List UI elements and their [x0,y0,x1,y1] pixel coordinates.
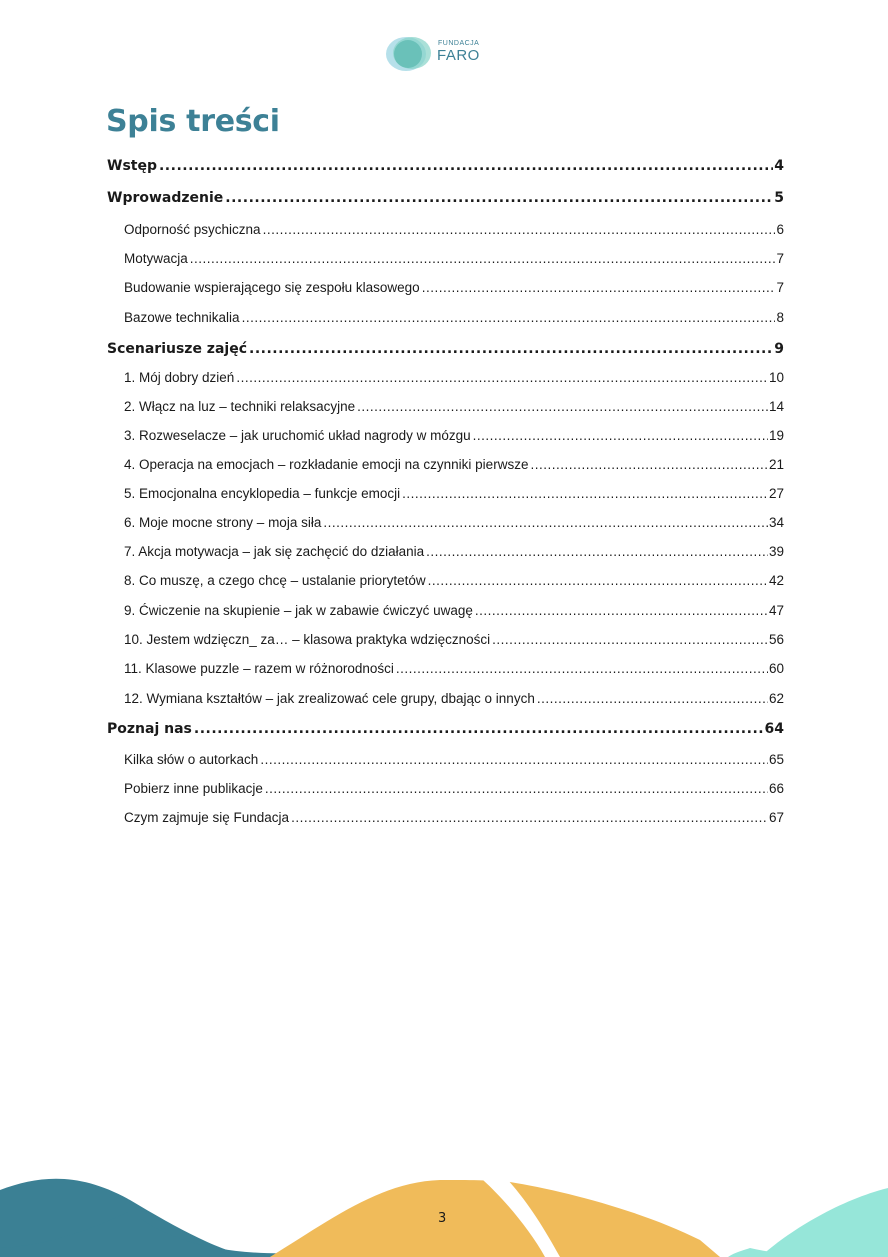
toc-entry[interactable] [107,280,784,295]
toc-entry-page-number: 5 [774,190,784,206]
toc-entry-page-number: 66 [768,781,784,796]
toc-entry-page-number: 7 [776,280,784,295]
toc-dot-leader [265,781,768,796]
toc-entry-label: 3. Rozweselacze – jak uruchomić układ nagrody w mózgu [124,428,471,443]
toc-entry[interactable] [107,632,784,647]
toc-entry-label: 9. Ćwiczenie na skupienie – jak w zabawie ćwiczyć uwagę [124,603,473,618]
toc-entry-page-number: 14 [768,399,784,414]
toc-entry-page-number: 21 [768,457,784,472]
toc-entry[interactable] [107,428,784,443]
toc-entry[interactable] [107,399,784,414]
toc-entry[interactable] [107,222,784,237]
toc-entry-page-number: 56 [768,632,784,647]
toc-dot-leader [475,603,768,618]
toc-entry-page-number: 60 [768,661,784,676]
toc-entry-label: Motywacja [124,251,188,266]
toc-entry-label: 10. Jestem wdzięczn_ za… – klasowa praktyka wdzięczności [124,632,491,647]
toc-dot-leader [357,399,768,414]
toc-entry-page-number: 62 [768,691,784,706]
toc-entry[interactable] [107,251,784,266]
mint-wave-shape [760,1188,888,1257]
toc-dot-leader [236,370,768,385]
toc-dot-leader [422,280,776,295]
toc-dot-leader [291,810,768,825]
toc-dot-leader [537,691,768,706]
toc-entry[interactable] [107,661,784,676]
toc-entry-page-number: 39 [768,544,784,559]
toc-entry-page-number: 7 [776,251,784,266]
toc-dot-leader [402,486,768,501]
toc-entry-label: Wprowadzenie [107,190,224,206]
toc-dot-leader [323,515,768,530]
toc-entry[interactable] [107,341,784,357]
toc-entry-label: Kilka słów o autorkach [124,752,259,767]
toc-entry[interactable] [107,781,784,796]
toc-entry[interactable] [107,310,784,325]
logo-big-text: FARO [437,47,480,64]
toc-entry-label: 2. Włącz na luz – techniki relaksacyjne [124,399,356,414]
toc-entry[interactable] [107,486,784,501]
toc-entry-label: Bazowe technikalia [124,310,240,325]
toc-entry[interactable] [107,457,784,472]
footer-waves-decoration [0,1160,888,1257]
toc-entry[interactable] [107,603,784,618]
toc-dot-leader [530,457,768,472]
logo-small-text: FUNDACJA [438,40,480,47]
toc-dot-leader [426,544,768,559]
toc-dot-leader [190,251,776,266]
toc-entry[interactable] [107,721,784,737]
toc-dot-leader [159,158,773,174]
toc-entry[interactable] [107,810,784,825]
toc-dot-leader [492,632,768,647]
page-number: 3 [438,1211,447,1226]
toc-entry-label: 7. Akcja motywacja – jak się zachęcić do działania [124,544,425,559]
toc-entry-label: Scenariusze zajęć [107,341,247,357]
toc-entry-page-number: 34 [768,515,784,530]
toc-entry-page-number: 65 [768,752,784,767]
toc-entry-page-number: 9 [774,341,784,357]
toc-entry-page-number: 19 [768,428,784,443]
toc-dot-leader [473,428,768,443]
toc-dot-leader [225,190,773,206]
toc-entry[interactable] [107,544,784,559]
toc-entry-label: Czym zajmuje się Fundacja [124,810,290,825]
toc-dot-leader [242,310,776,325]
toc-dot-leader [194,721,764,737]
toc-entry-label: Pobierz inne publikacje [124,781,263,796]
toc-entry-label: 5. Emocjonalna encyklopedia – funkcje emocji [124,486,401,501]
toc-dot-leader [396,661,768,676]
toc-entry-page-number: 10 [768,370,784,385]
fundacja-faro-logo [386,34,486,74]
toc-entry[interactable] [107,190,784,206]
toc-entry-label: Budowanie wspierającego się zespołu klasowego [124,280,420,295]
toc-entry-label: 1. Mój dobry dzień [124,370,235,385]
toc-entry[interactable] [107,573,784,588]
toc-entry-page-number: 47 [768,603,784,618]
toc-entry[interactable] [107,691,784,706]
logo-circles-icon [386,34,436,74]
toc-entry[interactable] [107,515,784,530]
toc-dot-leader [263,222,776,237]
toc-entry-label: Poznaj nas [107,721,192,737]
toc-entry-label: 11. Klasowe puzzle – razem w różnorodności [124,661,394,676]
toc-entry[interactable] [107,752,784,767]
toc-entry-page-number: 4 [774,158,784,174]
toc-entry[interactable] [107,158,784,174]
toc-entry-page-number: 64 [764,721,784,737]
toc-entry[interactable] [107,370,784,385]
toc-entry-label: Odporność psychiczna [124,222,261,237]
toc-entry-page-number: 27 [768,486,784,501]
toc-entry-label: Wstęp [107,158,157,174]
toc-dot-leader [260,752,768,767]
page-title: Spis treści [106,104,280,139]
toc-entry-page-number: 42 [768,573,784,588]
toc-entry-page-number: 8 [776,310,784,325]
toc-dot-leader [428,573,768,588]
toc-entry-page-number: 67 [768,810,784,825]
toc-dot-leader [249,341,773,357]
toc-entry-label: 12. Wymiana kształtów – jak zrealizować cele grupy, dbając o innych [124,691,535,706]
toc-entry-label: 8. Co muszę, a czego chcę – ustalanie priorytetów [124,573,426,588]
toc-entry-label: 4. Operacja na emocjach – rozkładanie emocji na czynniki pierwsze [124,457,529,472]
toc-entry-label: 6. Moje mocne strony – moja siła [124,515,322,530]
toc-entry-page-number: 6 [776,222,784,237]
